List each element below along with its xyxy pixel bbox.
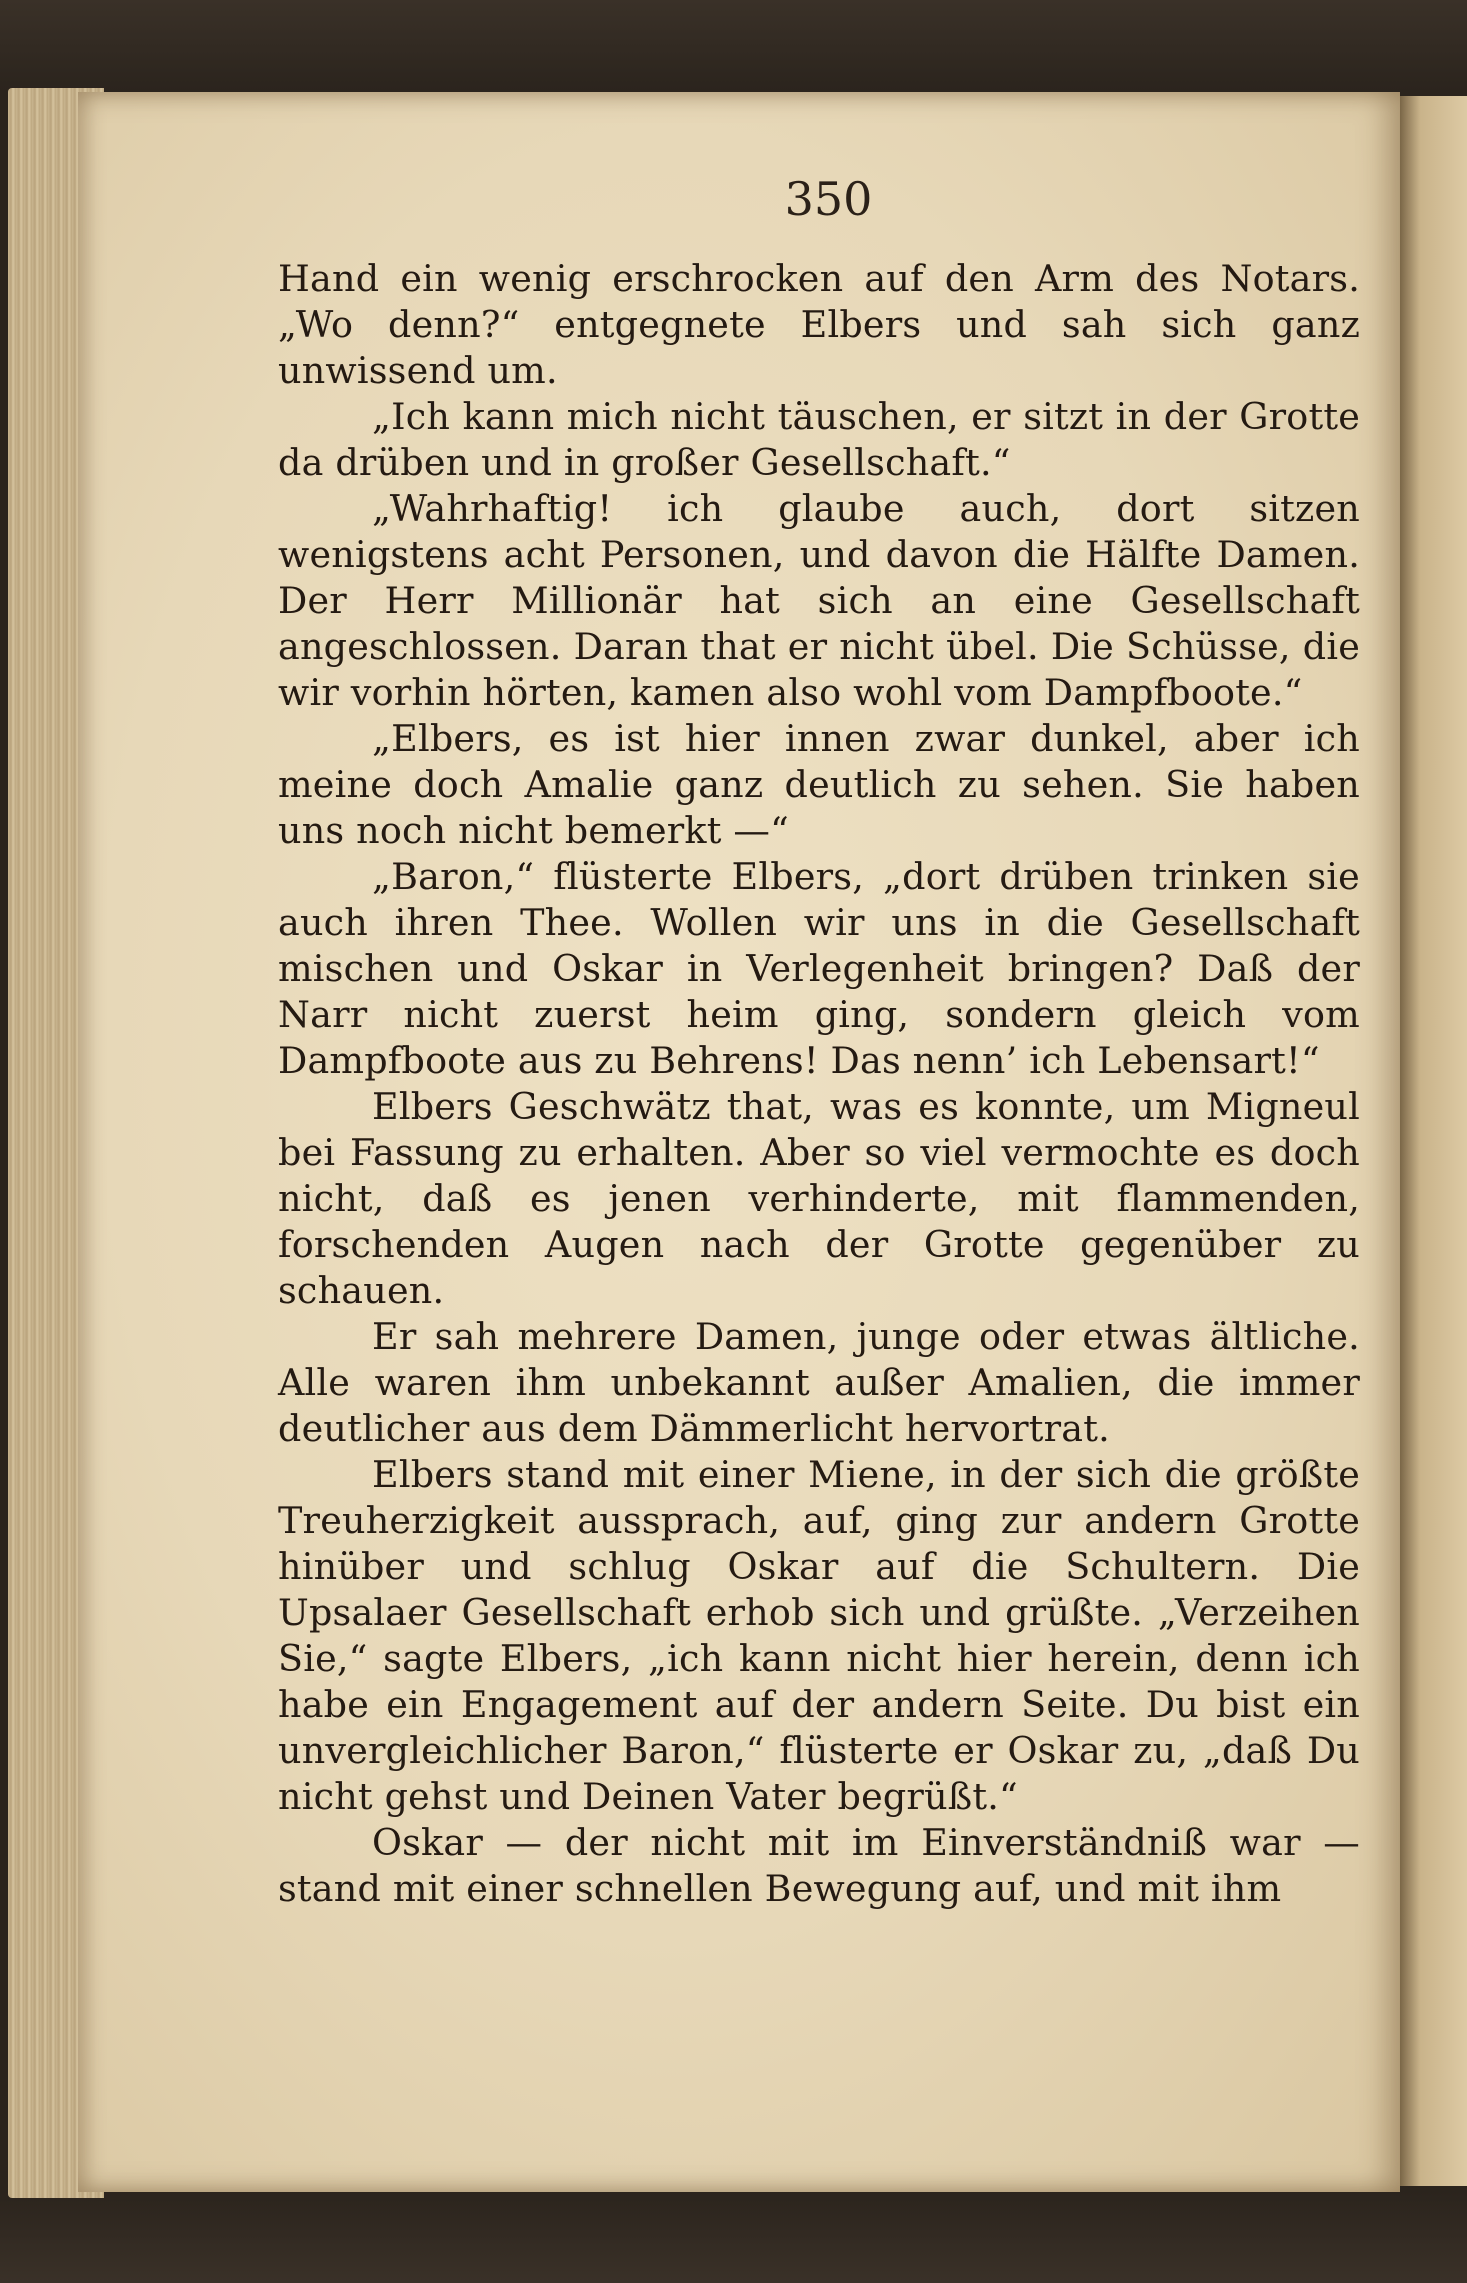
paragraph-6: Elbers Geschwätz that, was es konnte, um Migneul bei Fassung zu erhalten. Aber so viel vermochte es doch nicht, daß es jenen verhinderte, mit flammenden, forschenden Augen nach der Grotte gegenüber zu schauen.: [278, 1085, 1360, 1312]
paragraph-9: Oskar — der nicht mit im Einverständniß war — stand mit einer schnellen Bewegung auf, und mit ihm: [278, 1821, 1360, 1910]
page-number: 350: [784, 172, 873, 226]
facing-page-edge: [1400, 96, 1467, 2186]
body-text: [278, 256, 1360, 1912]
paragraph-8: Elbers stand mit einer Miene, in der sich die größte Treuherzigkeit aussprach, auf, ging zur andern Grotte hinüber und schlug Oskar auf die Schultern. Die Upsalaer Gesellschaft erhob sich und grüßte. „Verzeihen Sie,“ sagte Elbers, „ich kann nicht hier herein, denn ich habe ein Engagement auf der andern Seite. Du bist ein unvergleichlicher Baron,“ flüsterte er Oskar zu, „daß Du nicht gehst und Deinen Vater begrüßt.“: [278, 1453, 1360, 1818]
paragraph-3: „Wahrhaftig! ich glaube auch, dort sitzen wenigstens acht Personen, und davon die Hälfte Damen. Der Herr Millionär hat sich an eine Gesellschaft angeschlossen. Daran that er nicht übel. Die Schüsse, die wir vorhin hörten, kamen also wohl vom Dampfboote.“: [278, 487, 1360, 714]
paragraph-4: „Elbers, es ist hier innen zwar dunkel, aber ich meine doch Amalie ganz deutlich zu sehen. Sie haben uns noch nicht bemerkt —“: [278, 717, 1360, 852]
paragraph-5: „Baron,“ flüsterte Elbers, „dort drüben trinken sie auch ihren Thee. Wollen wir uns in die Gesellschaft mischen und Oskar in Verlegenheit bringen? Daß der Narr nicht zuerst heim ging, sondern gleich vom Dampfboote aus zu Behrens! Das nenn’ ich Lebensart!“: [278, 855, 1360, 1082]
paragraph-2: „Ich kann mich nicht täuschen, er sitzt in der Grotte da drüben und in großer Gesellschaft.“: [278, 395, 1360, 484]
paragraph-1: Hand ein wenig erschrocken auf den Arm des Notars. „Wo denn?“ entgegnete Elbers und sah sich ganz unwissend um.: [278, 257, 1360, 392]
paragraph-7: Er sah mehrere Damen, junge oder etwas ältliche. Alle waren ihm unbekannt außer Amalien, die immer deutlicher aus dem Dämmerlicht hervortrat.: [278, 1315, 1360, 1450]
